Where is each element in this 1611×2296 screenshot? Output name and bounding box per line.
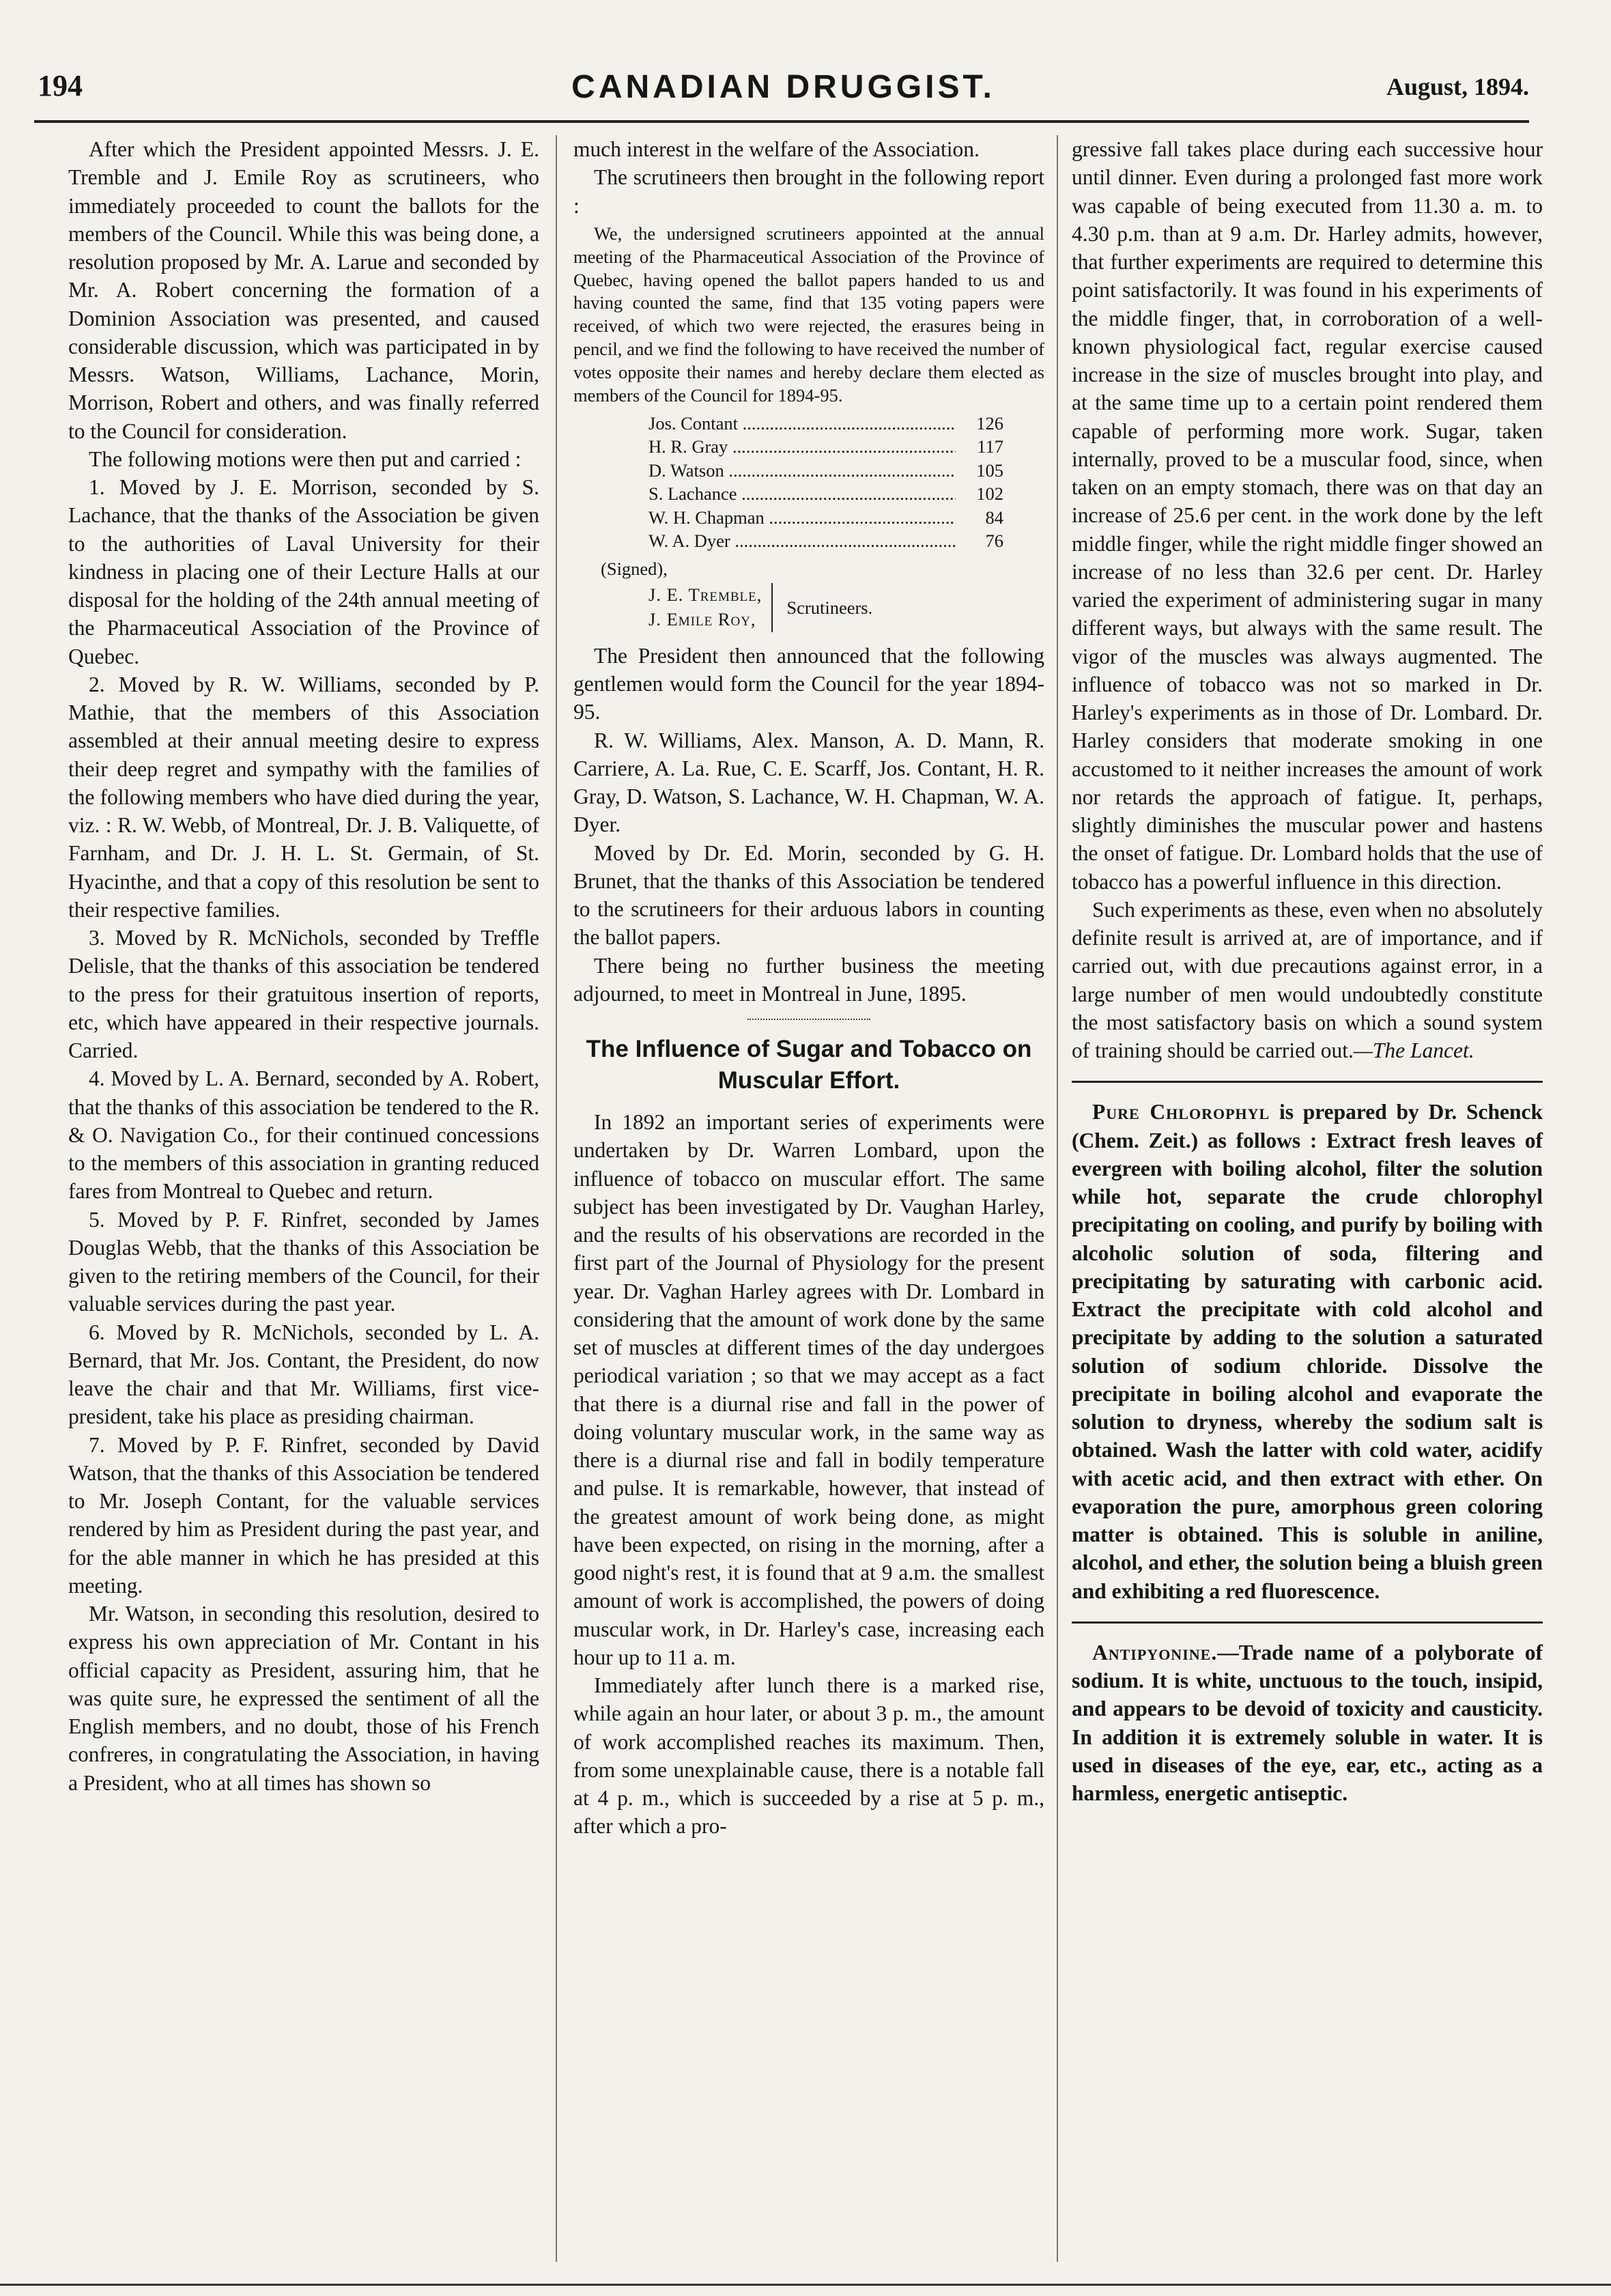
paragraph: In 1892 an important series of experiments were undertaken by Dr. Warren Lombard, upon the influence of tobacco on muscular effort. The same subject has been investigated by Dr. Vaughan Harley, and the results of his observations are recorded in the first part of the Journal of Physiology for the present year. Dr. Vaghan Harley agrees with Dr. Lombard in considering that the amount of work done by the same set of muscles at different times of the day undergoes periodical variation ; so that we may accept as a fact that there is a diurnal rise and fall in the power of doing voluntary muscular work, in the same way as there is a diurnal rise and fall in bodily temperature and pulse. It is remarkable, however, that instead of the greatest amount of work being done, as might have been expected, on rising in the morning, after a good night's rest, it is found that at 9 a.m. the smallest amount of work is accomplished, the powers of doing muscular work, in Dr. Harley's case, increasing each hour up to 11 a. m. xyxy=(573,1110,1044,1669)
column-2 xyxy=(573,135,1044,1841)
column-rule-2 xyxy=(1057,135,1058,2262)
paragraph: The scrutineers then brought in the following report : xyxy=(573,165,1044,218)
candidate-name: H. R. Gray ..... xyxy=(648,435,956,458)
signature-block xyxy=(648,583,1044,632)
article-title: The Influence of Sugar and Tobacco on Muscular Effort. xyxy=(586,1036,1032,1094)
column-1 xyxy=(68,135,539,1797)
note-heading: Pure Chlorophyl xyxy=(1092,1100,1270,1124)
candidate-name: W. H. Chapman ..... xyxy=(648,506,956,529)
page-header xyxy=(38,68,1529,109)
paragraph: The President then announced that the following gentlemen would form the Council for the year 1894-95. xyxy=(573,643,1044,724)
scrutineers-report: We, the undersigned scrutineers appointed at the annual meeting of the Pharmaceutical Association of the Province of Quebec, having opened the ballot papers handed to us and having counted the same, find that 135 voting papers were received, of which two were rejected, the erasures being in pencil, and we find the following to have received the number of votes opposite their names and hereby declare them elected as members of the Council for 1894-95. xyxy=(573,223,1044,406)
signature-name: J. E. Tremble, xyxy=(648,584,762,606)
footer-rule xyxy=(0,2284,1611,2286)
motion-1: 1. Moved by J. E. Morrison, seconded by S. Lachance, that the thanks of the Association be given to the authorities of Laval University for their kindness in placing one of their Lecture Halls at our disposal for the holding of the 24th annual meeting of the Pharmaceutical Association of the Province of Quebec. xyxy=(68,475,539,668)
candidate-name: Jos. Contant ..... xyxy=(648,412,956,435)
motion-2: 2. Moved by R. W. Williams, seconded by P. Mathie, that the members of this Association assembled at their annual meeting desire to express their deep regret and sympathy with the families of the following members who have died during the year, viz. : R. W. Webb, of Montreal, Dr. J. B. Valiquette, of Farnham, and Dr. J. H. L. St. Germain, of St. Hyacinthe, and that a copy of this resolution be sent to their respective families. xyxy=(68,672,539,922)
chlorophyl-note xyxy=(1072,1098,1543,1605)
paragraph: gressive fall takes place during each successive hour until dinner. Even during a prolonged fast more work was capable of being executed from 11.30 a. m. to 4.30 p.m. than at 9 a.m. Dr. Harley admits, however, that further experiments are required to determine this point satisfactorily. It was found in his experiments of the middle finger, that, in corroboration of a well-known physiological fact, regular exercise caused increase in the size of muscles brought into play, and at the same time up to a certain point rendered them capable of performing more work. Sugar, taken internally, proved to be a muscular food, since, when taken on an empty stomach, there was on that day an increase of 25.6 per cent. in the work done by the left middle finger, while the right middle finger showed an increase of no less than 32.6 per cent. Dr. Harley varied the experiment of administering sugar in many different ways, but always with the same result. The vigor of the muscles was always augmented. The influence of tobacco was not so marked in Dr. Harley's experiments as in those of Dr. Lombard. Dr. Harley considers that moderate smoking in one accustomed to it neither increases the amount of work nor retards the approach of fatigue. It, perhaps, slightly diminishes the muscular power and hastens the onset of fatigue. Dr. Lombard holds that the use of tobacco has a powerful influence in this direction. xyxy=(1072,137,1543,894)
signature-name: J. Emile Roy, xyxy=(648,609,756,630)
vote-row xyxy=(648,412,1003,435)
paragraph: Moved by Dr. Ed. Morin, seconded by G. H. Brunet, that the thanks of this Association be tendered to the scrutineers for their arduous labors in counting the ballot papers. xyxy=(573,840,1044,950)
paragraph: Mr. Watson, in seconding this resolution, desired to express his own appreciation of Mr. Contant in his official capacity as President, assuring him, that he was quite sure, he expressed the sentiment of all the English members, and no doubt, those of his French confreres, in congratulating the Association, in having a President, who at all times has shown so xyxy=(68,1602,539,1795)
vote-table xyxy=(648,412,1044,553)
note-heading: Antipyonine. xyxy=(1092,1640,1218,1664)
note-text: —Trade name of a polyborate of sodium. It is white, unctuous to the touch, insipid, and appears to be devoid of toxicity and causticity. In addition it is extremely soluble in water. It is used in diseases of the eye, ear, etc., acting as a harmless, energetic antiseptic. xyxy=(1072,1640,1543,1805)
motion-3: 3. Moved by R. McNichols, seconded by Treffle Delisle, that the thanks of this association be tendered to the press for their gratuitous insertion of reports, etc, which have appeared in their respective journals. Carried. xyxy=(68,926,539,1062)
issue-date: August, 1894. xyxy=(1386,73,1529,100)
paragraph: There being no further business the meeting adjourned, to meet in Montreal in June, 1895. xyxy=(573,953,1044,1006)
signature-names xyxy=(648,583,773,632)
paragraph: R. W. Williams, Alex. Manson, A. D. Mann, R. Carriere, A. La. Rue, C. E. Scarff, Jos. Contant, H. R. Gray, D. Watson, S. Lachance, W. H. Chapman, W. A. Dyer. xyxy=(573,728,1044,837)
motion-7: 7. Moved by P. F. Rinfret, seconded by David Watson, that the thanks of this Association be tendered to Mr. Joseph Contant, for the valuable services rendered by him as President during the past year, and for the able manner in which he has presided at this meeting. xyxy=(68,1432,539,1598)
vote-row xyxy=(648,459,1003,482)
item-divider xyxy=(1072,1621,1543,1624)
section-separator xyxy=(747,1019,870,1020)
motion-6: 6. Moved by R. McNichols, seconded by L. A. Bernard, that Mr. Jos. Contant, the President, do now leave the chair and that Mr. Williams, first vice-president, take his place as presiding chairman. xyxy=(68,1320,539,1429)
paragraph-text: Such experiments as these, even when no absolutely definite result is arrived at, are of importance, and if carried out, with due precautions against error, in a large number of men would undoubtedly constitute the most satisfactory basis on which a sound system of training should be carried out. xyxy=(1072,897,1543,1062)
item-divider xyxy=(1072,1081,1543,1083)
column-rule-1 xyxy=(556,135,557,2262)
vote-count: 126 xyxy=(976,413,1003,434)
paragraph: The following motions were then put and carried : xyxy=(89,447,522,471)
note-text: is prepared by Dr. Schenck (Chem. Zeit.) as follows : Extract fresh leaves of evergreen with boiling alcohol, filter the solution while hot, separate the crude chlorophyl precipitating on cooling, and purify by boiling with alcoholic solution of soda, filtering and precipitating by saturating with carbonic acid. Extract the precipitate with cold alcohol and precipitate by adding to the solution a saturated solution of sodium chloride. Dissolve the precipitate in boiling alcohol and evaporate the solution to dryness, whereby the sodium salt is obtained. Wash the latter with cold water, acidify with acetic acid, and then extract with ether. On evaporation the pure, amorphous green coloring matter is obtained. This is soluble in aniline, alcohol, and ether, the solution being a bluish green and exhibiting a red fluorescence. xyxy=(1072,1100,1543,1603)
vote-count: 102 xyxy=(976,483,1003,505)
column-3 xyxy=(1072,135,1543,1807)
motion-5: 5. Moved by P. F. Rinfret, seconded by James Douglas Webb, that the thanks of this Association be given to the retiring members of the Council, for their valuable services during the past year. xyxy=(68,1207,539,1316)
page-number: 194 xyxy=(38,69,83,102)
candidate-name: W. A. Dyer ..... xyxy=(648,529,956,552)
vote-row xyxy=(648,482,1003,505)
header-rule xyxy=(34,120,1529,123)
candidate-name: D. Watson ..... xyxy=(648,459,956,482)
paragraph xyxy=(1072,896,1543,1065)
vote-row xyxy=(648,435,1003,458)
paragraph: After which the President appointed Messrs. J. E. Tremble and J. Emile Roy as scrutineers, who immediately proceeded to count the ballots for the members of the Council. While this was being done, a resolution proposed by Mr. A. Larue and seconded by Mr. A. Robert concerning the formation of a Dominion Association was presented, and caused considerable discussion, which was participated in by Messrs. Watson, Williams, Lachance, Morin, Morrison, Robert and others, and was finally referred to the Council for consideration. xyxy=(68,137,539,443)
paragraph: Immediately after lunch there is a marked rise, while again an hour later, or about 3 p. m., the amount of work accomplished reaches its maximum. Then, from some unexplainable cause, there is a notable fall at 4 p. m., which is succeeded by a rise at 5 p. m., after which a pro- xyxy=(573,1673,1044,1839)
motion-4: 4. Moved by L. A. Bernard, seconded by A. Robert, that the thanks of this association be tendered to the R. & O. Navigation Co., for their continued concessions to the members of this association in granting reduced fares from Montreal to Quebec and return. xyxy=(68,1066,539,1204)
paragraph: much interest in the welfare of the Association. xyxy=(573,137,980,161)
antipyonine-note xyxy=(1072,1639,1543,1808)
signature-role: Scrutineers. xyxy=(786,597,873,618)
vote-count: 76 xyxy=(985,530,1003,552)
vote-row xyxy=(648,506,1003,529)
source-citation: —The Lancet. xyxy=(1353,1038,1474,1062)
signed-label: (Signed), xyxy=(601,558,668,579)
vote-count: 84 xyxy=(985,507,1003,528)
vote-row xyxy=(648,529,1003,552)
vote-count: 105 xyxy=(976,459,1003,481)
journal-title: CANADIAN DRUGGIST. xyxy=(571,69,995,105)
candidate-name: S. Lachance ..... xyxy=(648,482,956,505)
vote-count: 117 xyxy=(977,436,1003,457)
